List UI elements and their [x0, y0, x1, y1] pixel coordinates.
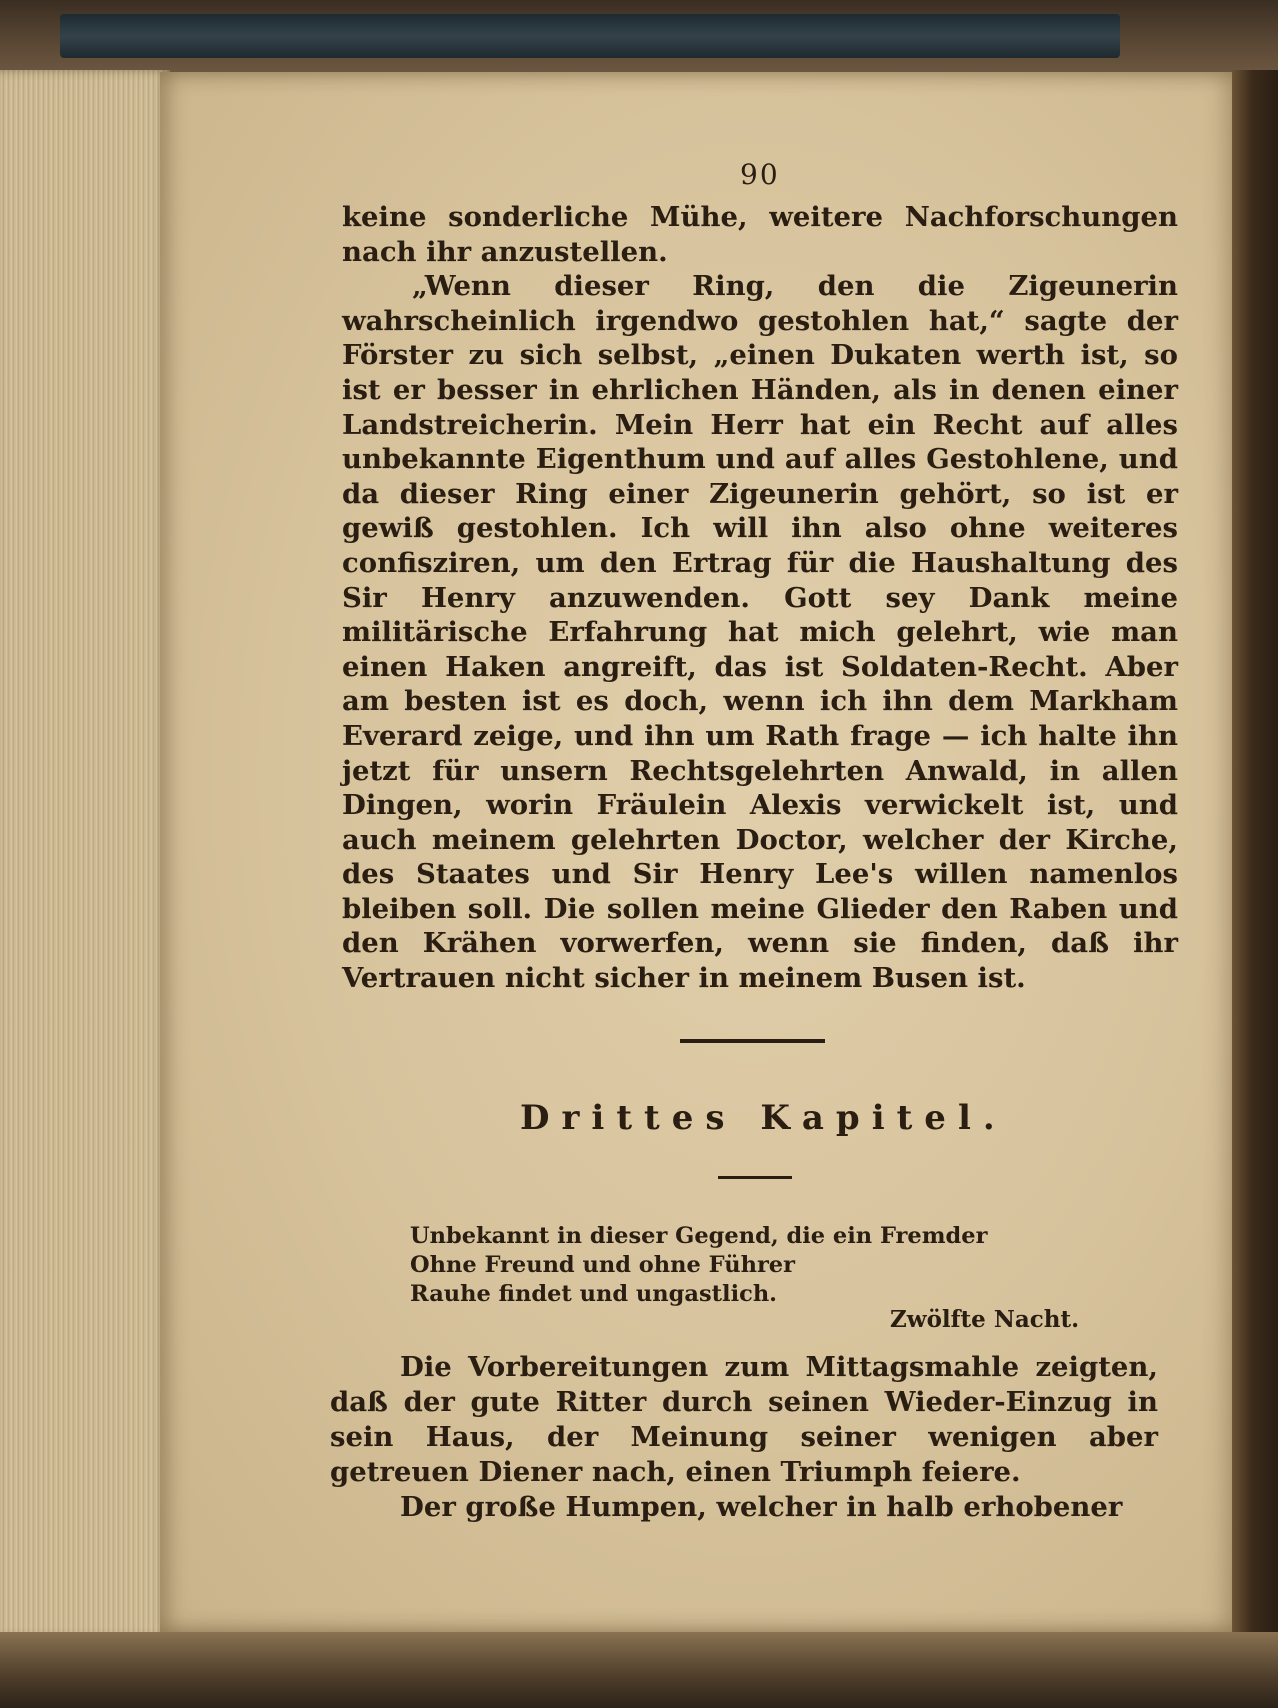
- paragraph: Die Vorbereitungen zum Mittagsmahle zeigten, daß der gute Ritter durch seinen Wieder-Einzug in sein Haus, der Meinung seiner wenigen aber getreuen Diener nach, einen Triumph feiere.: [330, 1351, 1158, 1488]
- book-gutter: [1232, 70, 1278, 1640]
- body-text-continued: [330, 1350, 1158, 1525]
- epigraph-source: Zwölfte Nacht.: [890, 1306, 1080, 1333]
- chapter-title: Drittes Kapitel.: [520, 1098, 1007, 1138]
- paragraph: Der große Humpen, welcher in halb erhobener: [400, 1491, 1123, 1523]
- paragraph: „Wenn dieser Ring, den die Zigeunerin wahrscheinlich irgendwo gestohlen hat,“ sagte der Förster zu sich selbst, „einen Dukaten werth ist, so ist er besser in ehrlichen Händen, als in denen einer Landstreicherin. Mein Herr hat ein Recht auf alles unbekannte Eigenthum und auf alles Gestohlene, und da dieser Ring einer Zigeunerin gehört, so ist er gewiß gestohlen. Ich will ihn also ohne weiteres confisziren, um den Ertrag für die Haushaltung des Sir Henry anzuwenden. Gott sey Dank meine militärische Erfahrung hat mich gelehrt, wie man einen Haken angreift, das ist Soldaten-Recht. Aber am besten ist es doch, wenn ich ihn dem Markham Everard zeige, und ihn um Rath frage — ich halte ihn jetzt für unsern Rechtsgelehrten Anwald, in allen Dingen, worin Fräulein Alexis verwickelt ist, und auch meinem gelehrten Doctor, welcher der Kirche, des Staates und Sir Henry Lee's willen namenlos bleiben soll. Die sollen meine Glieder den Raben und den Krähen vorwerfen, wenn sie finden, daß ihr Vertrauen nicht sicher in meinem Busen ist.: [342, 270, 1178, 995]
- body-text: [342, 200, 1178, 996]
- book-bottom-edge: [0, 1632, 1278, 1708]
- chapter-divider: [718, 1176, 792, 1179]
- cover-binding-band: [60, 14, 1120, 58]
- page-stack-edge: [0, 70, 170, 1638]
- section-divider: [680, 1039, 825, 1043]
- epigraph-line: Rauhe findet und ungastlich.: [410, 1281, 778, 1307]
- paragraph: keine sonderliche Mühe, weitere Nachforschungen nach ihr anzustellen.: [342, 201, 1178, 268]
- book-cover-top: [0, 0, 1278, 78]
- epigraph-line: Unbekannt in dieser Gegend, die ein Fremder: [410, 1223, 988, 1249]
- epigraph-line: Ohne Freund und ohne Führer: [410, 1252, 795, 1278]
- page-number: 90: [740, 158, 780, 191]
- epigraph: [410, 1222, 1050, 1309]
